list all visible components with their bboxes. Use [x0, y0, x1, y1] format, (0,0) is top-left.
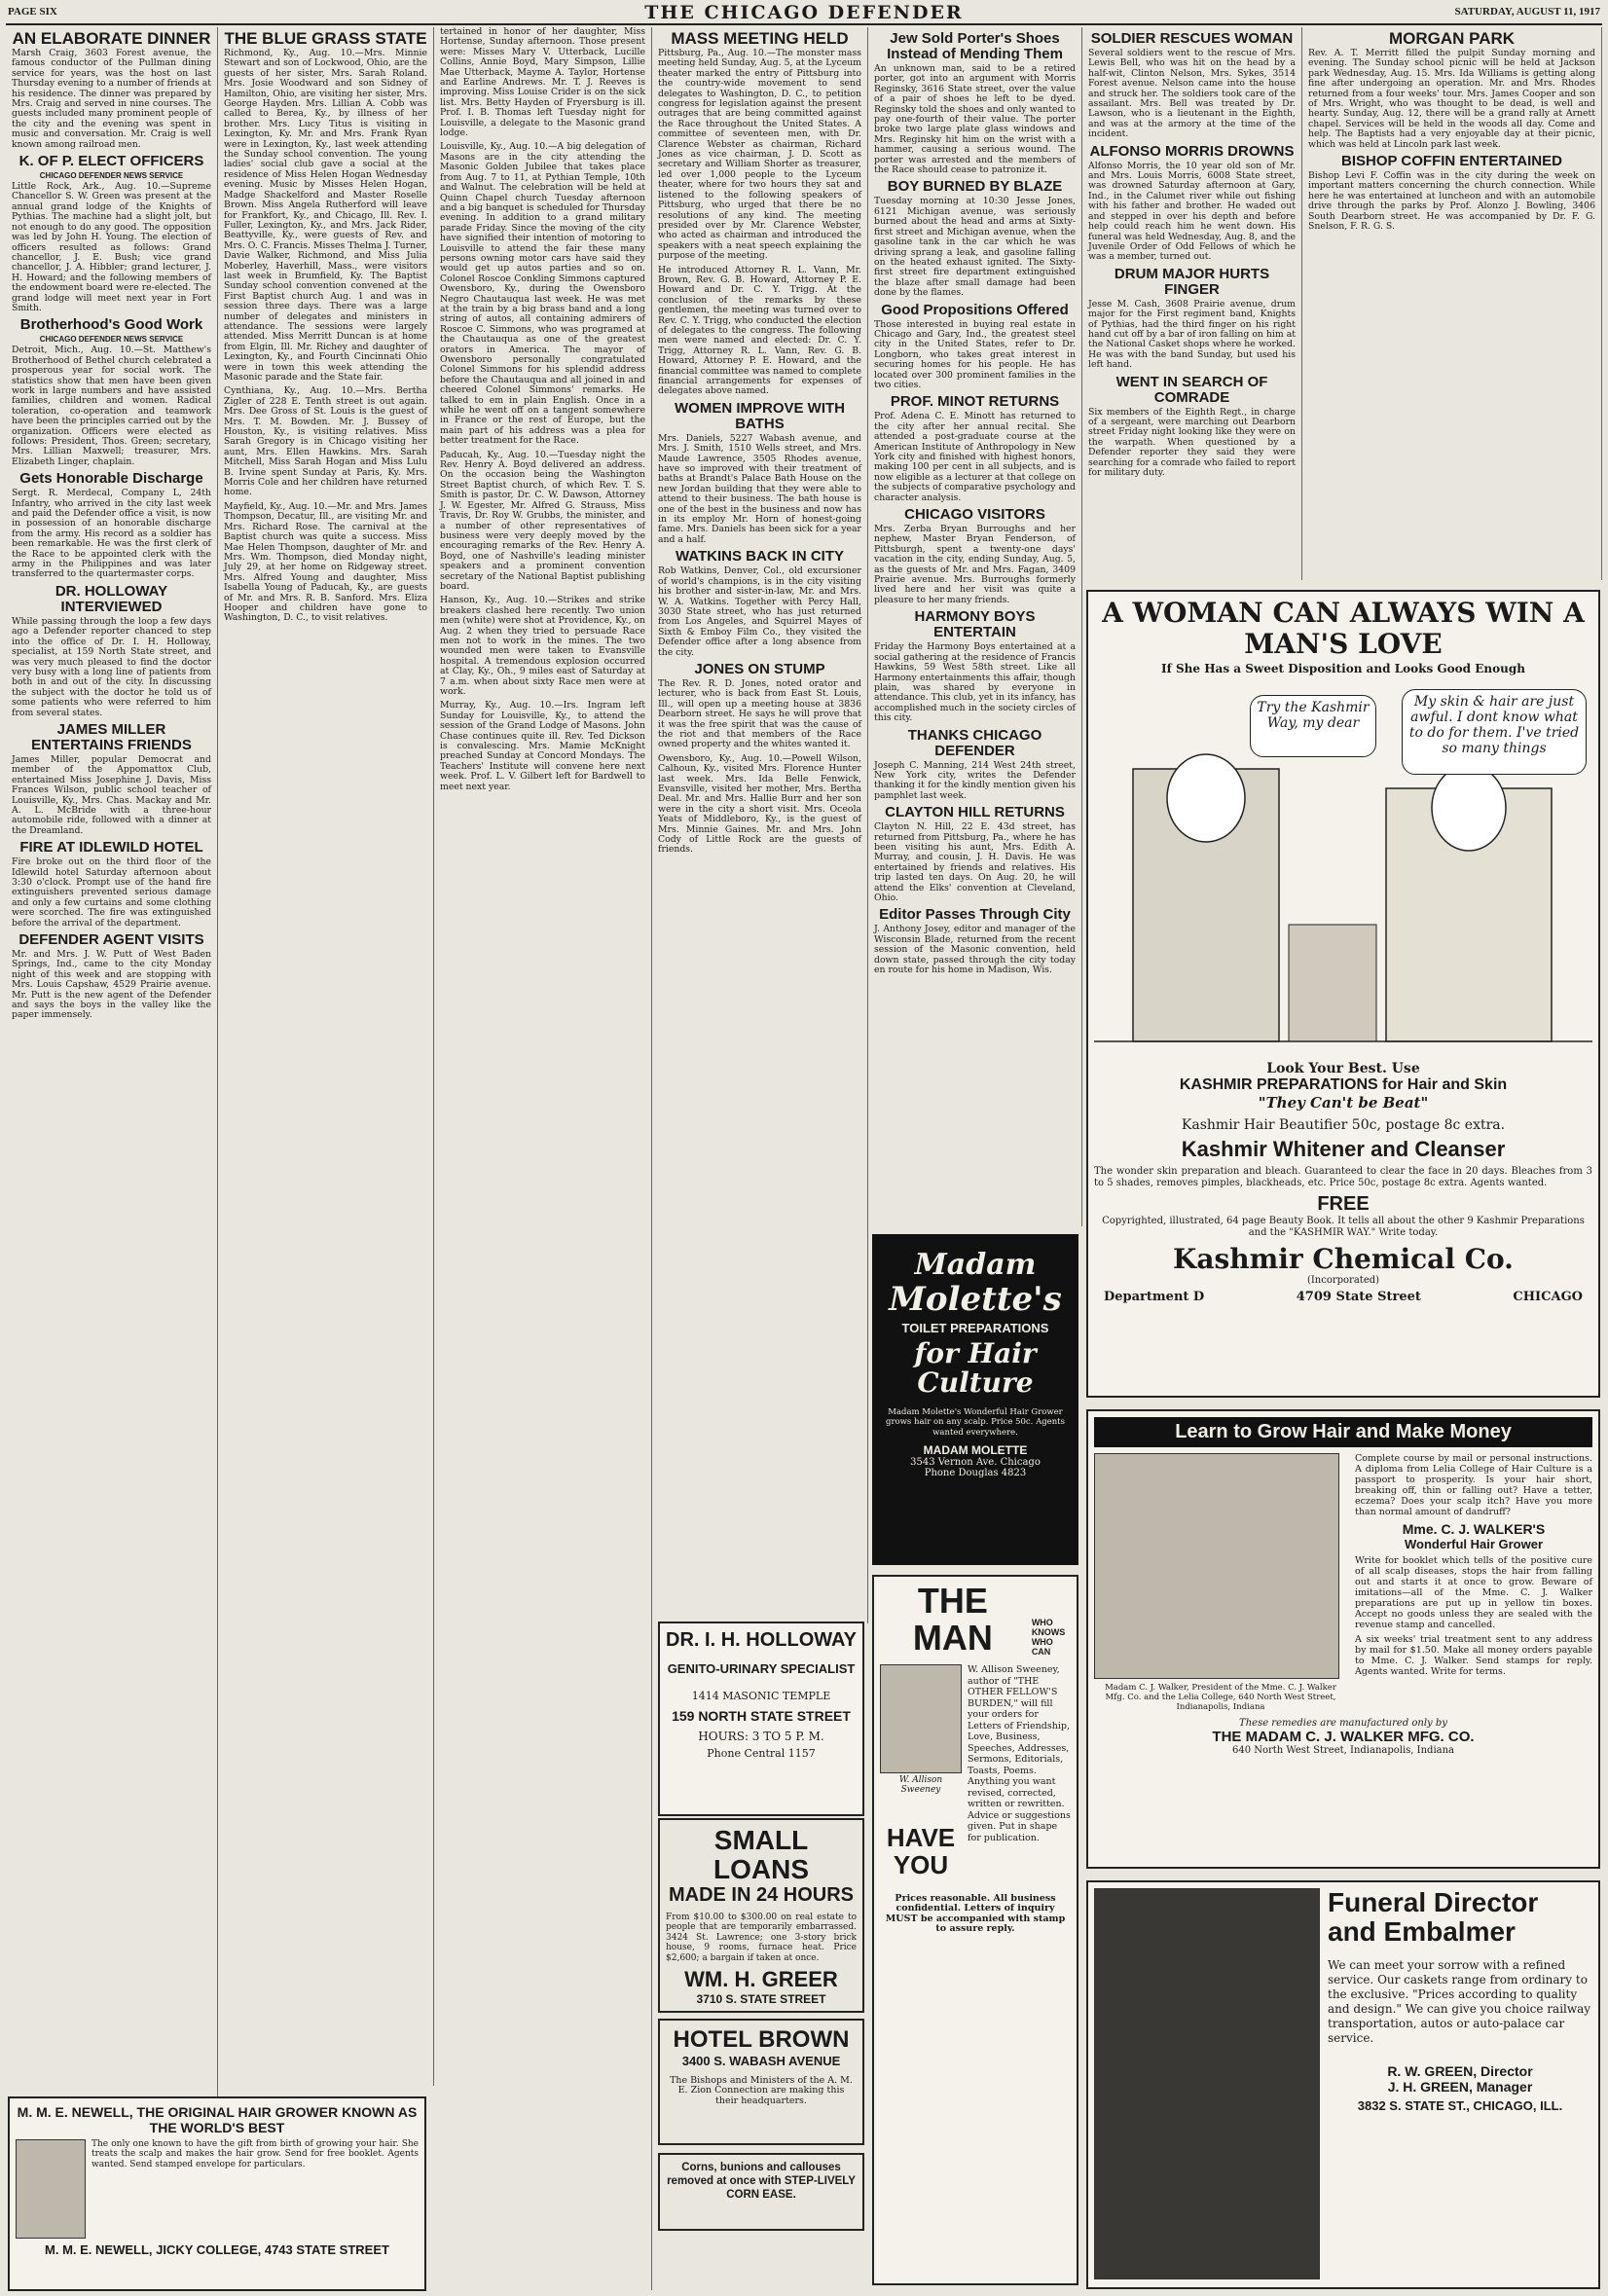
funeral-manager: J. H. GREEN, Manager	[1387, 2079, 1533, 2095]
headline-idlewild-fire: FIRE AT IDLEWILD HOTEL	[19, 839, 203, 856]
kashmir-subhead: If She Has a Sweet Disposition and Looks Good Enough	[1161, 662, 1525, 675]
molette-line1: Madam	[914, 1248, 1037, 1282]
article-thanks-defender: Joseph C. Manning, 214 West 24th street, New York city, writes the Defender thanking it for the kindly mention given his pamphlet last week.	[874, 759, 1076, 801]
headline-mass-meeting: MASS MEETING HELD	[671, 29, 849, 48]
sweeney-caption: W. Allison Sweeney	[898, 1775, 943, 1795]
article-continued: tertained in honor of her daughter, Miss Hortense, Sunday afternoon. Those present were: Misses Mary V. Utterback, Lucille Collins, Annie Boyd, Mary Simpson, Lillie Mae Utterback, Mayme A. Taylor, Hortense and Earline Andrews. Mr. T. J. Reeves is improving. Miss Louise Crider is on the sick list. Mrs. Betty Hayden of Fryersburg is ill. Prof. I. B. Thomas left Tuesday night for Louisville, a delegate to the Masonic grand lodge.	[440, 27, 645, 139]
article-discharge: Sergt. R. Merdecal, Company L, 24th Infantry, who arrived in the city last week and paid the Defender office a visit, is now in possession of an honorable discharge from the army. His record as a soldier has been remarkable. He was the first clerk of the Race to be appointed clerk with the army in the Philippines and was later transferred to the quartermaster corps.	[12, 488, 211, 580]
newell-portrait	[16, 2139, 86, 2239]
kashmir-preparations: KASHMIR PREPARATIONS for Hair and Skin	[1179, 1076, 1508, 1093]
article-miller: James Miller, popular Democrat and member of the Appomattox Club, entertained Miss Josephine J. Davis, Miss Frances Wilson, public school teacher of Louisville, Ky., Mrs. Chas. Mackay and Mr. A. L. McBride with a three-hour automobile ride, followed with a dinner at the Dreamland.	[12, 753, 211, 836]
article-paducah: Paducah, Ky., Aug. 10.—Tuesday night the Rev. Henry A. Boyd delivered an address. On the occasion being the Washington Street Baptist church, of which Rev. T. S. Smith is pastor, Dr. C. W. Dawson, Attorney J. W. Egester, Mr. Alfred G. Strauss, Miss Travis, Dr. Roy W. Grubbs, the minister, and a number of other representatives of business were very deeply moved by the encouraging remarks of the Rev. Henry A. Boyd, one of Nashville's leading minister speakers and a prominent convention secretary of the National Baptist publishing board.	[440, 449, 645, 592]
sweeney-portrait	[880, 1664, 962, 1773]
funeral-director: R. W. GREEN, Director	[1387, 2063, 1533, 2079]
walker-body: Write for booklet which tells of the positive cure of all scalp diseases, stops the hair from falling out and starts it at once to grow. Beware of imitations—all of the Mme. C. J. Walker preparations are put up in yellow tin boxes. Accept no goods unless they are sealed with the revenue stamp and cancelled.	[1355, 1555, 1592, 1630]
loans-address: 3710 S. STATE STREET	[696, 1992, 826, 2007]
headline-alfonso-morris: ALFONSO MORRIS DROWNS	[1089, 142, 1295, 160]
article-brotherhood: Detroit, Mich., Aug. 10.—St. Matthew's Brotherhood of Bethel church celebrated a prosperous year for social work. The statistics show that men have been given work in large numbers and have assisted families, children and women. Radical toleration, co-operation and teamwork have been the principles carried out by the organization. Officers were elected as follows: President, Thos. Green; secretary, Mrs. Lillian Maxwell; treasurer, Mrs. Elizabeth Linger, chaplain.	[12, 345, 211, 467]
headline-drum-major: DRUM MAJOR HURTS FINGER	[1114, 265, 1270, 298]
article-watkins: Rob Watkins, Denver, Col., old excursioner of world's champions, is in the city visiting his brother and sister-in-law, Mr. and Mrs. W. A. Watkins. Together with Percy Hall, 3030 State street, who has just returned from Los Angeles, and Squirrel Mayes of Sixth & Emboy Film Co., they visited the Defender office after a long absence from the city.	[658, 565, 861, 658]
masthead	[6, 2, 1602, 25]
headline-holloway-interview: DR. HOLLOWAY INTERVIEWED	[55, 582, 168, 615]
newell-body: The only one known to have the gift from birth of growing your hair. She treats the scalp and makes the hair grow. Send for free booklet. Agents wanted. Send stamped envelope for particulars.	[91, 2139, 419, 2169]
walker-headline: Learn to Grow Hair and Make Money	[1094, 1417, 1592, 1447]
headline-elaborate-dinner: AN ELABORATE DINNER	[12, 29, 211, 48]
man-have-you: HAVE YOU	[886, 1823, 956, 1879]
article-drum-major: Jesse M. Cash, 3608 Prairie avenue, drum major for the First regiment band, Knights of Pythias, had the third finger on his right hand cut off by a bar of iron falling on him at the National Casket shops where he worked. He was with the band Sunday, but used his left hand.	[1088, 298, 1296, 371]
headline-thanks-defender: THANKS CHICAGO DEFENDER	[907, 726, 1042, 759]
man-sub: WHO KNOWS WHO CAN	[1031, 1618, 1066, 1657]
molette-line4: for Hair Culture	[914, 1337, 1037, 1399]
walker-caption: Madam C. J. Walker, President of the Mme. C. J. Walker Mfg. Co. and the Lelia College, 640 North West Street, Indianapolis, Indiana	[1105, 1683, 1336, 1712]
walker-product: Wonderful Hair Grower	[1404, 1537, 1544, 1551]
byline-brotherhood: CHICAGO DEFENDER NEWS SERVICE	[39, 335, 184, 345]
headline-miller: JAMES MILLER ENTERTAINS FRIENDS	[31, 720, 192, 753]
holloway-hours: HOURS: 3 TO 5 P. M.	[698, 1730, 824, 1743]
column-3	[434, 27, 652, 2290]
funeral-coach-image	[1094, 1888, 1320, 2279]
loans-line2: MADE IN 24 HOURS	[668, 1884, 855, 1906]
headline-discharge: Gets Honorable Discharge	[19, 470, 203, 488]
walker-company: THE MADAM C. J. WALKER MFG. CO.	[1212, 1729, 1475, 1745]
headline-prof-minot: PROF. MINOT RETURNS	[890, 393, 1060, 411]
walker-ad	[1086, 1409, 1600, 1869]
headline-jones: JONES ON STUMP	[694, 660, 825, 677]
newell-footer: M. M. E. NEWELL, JICKY COLLEGE, 4743 STATE STREET	[45, 2242, 389, 2257]
loans-body: From $10.00 to $300.00 on real estate to people that are temporarily embarrassed. 3424 St. Lawrence; one 3-story brick house, 9 rooms, furnace heat. Price $2,600; a bargain if taken at once.	[666, 1913, 857, 1963]
article-morgan-park: Rev. A. T. Merritt filled the pulpit Sunday morning and evening. The Sunday school picnic will be held at Jackson park Wednesday, Aug. 15. Mrs. Ida Williams is getting along fine after undergoing an operation. Mr. and Mrs. Rhodes returned from a four weeks' tour. Mrs. James Cooper and son of Mrs. Wright, who was thought to be dead, is well and hearty. Sunday, Aug. 12, there will be a grand rally at Arnett chapel. Services will be held in the woods all day. Come and help. The Baptists had a very enjoyable day at their picnic, which was held at Lincoln park last week.	[1308, 48, 1595, 150]
walker-address: 640 North West Street, Indianapolis, Indiana	[1231, 1745, 1455, 1756]
molette-line3: TOILET PREPARATIONS	[901, 1321, 1049, 1335]
headline-porters-shoes: Jew Sold Porter's Shoes Instead of Mending Them	[887, 30, 1063, 62]
holloway-ad	[658, 1622, 864, 1816]
headline-baths: WOMEN IMPROVE WITH BATHS	[675, 399, 845, 432]
article-alfonso-morris: Alfonso Morris, the 10 year old son of Mr. and Mrs. Louis Morris, 6008 State street, was drowned Saturday afternoon at Gary, Ind., in the Calumet river while out fishing with his father and brother. He waded out and stepped in over his depth and before help could reach him he went down. His funeral was held Wednesday, Aug. 8, and the Juvenile Order of Odd Fellows of which he was a member, turned out.	[1088, 160, 1296, 263]
molette-ad	[872, 1234, 1078, 1565]
article-prof-minot: Prof. Adena C. E. Minott has returned to the city after her annual recital. She attended a post-graduate course at the American Institute of Anthropology in New York city and finished with highest honors, making 100 per cent in all subjects, and is now eligible as a lecturer at that college on the subjects of comparative psychology and character analysis.	[874, 411, 1076, 503]
corn-ease-text: Corns, bunions and callouses removed at once with STEP-LIVELY CORN EASE.	[667, 2162, 856, 2201]
kashmir-look: Look Your Best. Use	[1266, 1061, 1420, 1076]
newspaper-title: THE CHICAGO DEFENDER	[644, 2, 964, 23]
funeral-line2: and Embalmer	[1328, 1916, 1516, 1947]
man-body: W. Allison Sweeney, author of "THE OTHER FELLOW'S BURDEN," will fill your orders for Letters of Friendship, Love, Business, Speeches, Addresses, Sermons, Editorials, Toasts, Poems. Anything you want revised, corrected, written or rewritten. Advice or suggestions given. Put in shape for publication.	[968, 1664, 1071, 1843]
column-6	[1082, 27, 1302, 580]
article-soldier-rescues: Several soldiers went to the rescue of Mrs. Lewis Bell, who was hit on the head by a half-wit, Clinton Nelson, Mrs. Sykes, 3514 Forest avenue. Nelson came into the house and struck her. The soldiers took care of the assailant. Mrs. Bell was treated by Dr. Lawson, who is a lieutenant in the Eighth, and was at the armory at the time of the incident.	[1088, 48, 1296, 140]
column-7	[1302, 27, 1602, 580]
hotel-brown-ad	[658, 2019, 864, 2145]
kashmir-free-body: Copyrighted, illustrated, 64 page Beauty Book. It tells all about the other 9 Kashmir Preparations and the "KASHMIR WAY." Write today.	[1102, 1216, 1585, 1238]
headline-morgan-park: MORGAN PARK	[1388, 29, 1516, 48]
loans-line1: SMALL LOANS	[713, 1825, 809, 1884]
article-baths: Mrs. Daniels, 5227 Wabash avenue, and Mrs. J. Smith, 1510 Wells street, and Mrs. Maude Lawrence, 3505 Rhodes avenue, have so improved with their treatment of baths at Brandt's Palace Bath House on the new Jordan building that they were able to attend to their business. The bath house is one of the best in the business and now has in its employ Mr. Horn of honest-going fame. Mrs. Daniels has been sick for a year and a half.	[658, 432, 861, 545]
kashmir-illustration	[1094, 681, 1592, 1051]
loans-name: WM. H. GREER	[684, 1967, 838, 1992]
walker-portrait	[1094, 1453, 1339, 1679]
kashmir-whitener: Kashmir Whitener and Cleanser	[1181, 1137, 1506, 1161]
article-agent-visits: Mr. and Mrs. J. W. Putt of West Baden Springs, Ind., came to the city Monday night of this week and are stopping with Mrs. Louis Capshaw, 4529 Prairie avenue. Mr. Putt is the new agent of the Defender and says the boys in the valley like the paper immensely.	[12, 949, 211, 1021]
headline-search-comrade: WENT IN SEARCH OF COMRADE	[1115, 373, 1268, 406]
headline-agent-visits: DEFENDER AGENT VISITS	[18, 931, 204, 949]
article-search-comrade: Six members of the Eighth Regt., in charge of a sergeant, were marching out Dearborn street Friday night looking like they were on the warpath. When questioned by a Defender reporter they said they were searching for a comrade who failed to report for military duty.	[1088, 406, 1296, 478]
newell-title: M. M. E. NEWELL, THE ORIGINAL HAIR GROWER KNOWN AS THE WORLD'S BEST	[17, 2104, 418, 2135]
article-mass-meeting-2: He introduced Attorney R. L. Vann, Mr. Brown, Rev. G. B. Howard, Attorney P. E. Howard and Dr. C. Y. Trigg. At the conclusion of the remarks by these gentlemen, the meeting was turned over to Rev. C. Y. Trigg, who conducted the election of delegates to the congress. The following men were named and elected: Dr. C. Y. Trigg, Attorney R. L. Vann, Rev. G. B. Howard, Attorney P. E. Howard, and the financial committee was named to complete financial arrangements for expenses of delegates above named.	[658, 264, 861, 397]
kashmir-city: CHICAGO	[1513, 1290, 1583, 1304]
article-holloway-interview: While passing through the loop a few days ago a Defender reporter chanced to step into the office of Dr. I. H. Holloway, specialist, at 159 North State street, and was very much pleased to find the doctor very busy with a long line of patients from both in and out of the city. In discussing the subject with the doctor he told us of some patients who were referred to him from several states.	[12, 615, 211, 718]
kashmir-headline: A WOMAN CAN ALWAYS WIN A MAN'S LOVE	[1102, 597, 1585, 660]
article-louisville: Louisville, Ky., Aug. 10.—A big delegation of Masons are in the city attending the Masonic Golden Jubilee that takes place from Aug. 7 to 11, at Pythian Temple, 10th and Walnut. The celebration will be held at Quinn Chapel church Tuesday afternoon and a big banquet is scheduled for Thursday evening. In addition to a grand military parade Friday. Since the moving of the city have signified their intention of motoring to Louisville to attend the fair these many persons owning motor cars have said they would get up autos parties and so on. Colonel Roscoe Conkling Simmons captured Owensboro, Ky., during the Owensboro Negro Chautauqua last week. He was met at the train by a big brass band and a long string of autos, all containing admirers of Roscoe C. Simmons, who was programed at the Chautauqua as one of the greatest orators in America. The mayor of Owensboro personally congratulated Colonel Simmons for his splendid address before the Chautauqua and all joined in and cheered Colonel Simmons' remarks. He talked to em in plain English. Once in a while he went off on a tangent somewhere in France or the rest of Europe, but the main part of his address was a plea for better treatment for the Race.	[440, 141, 645, 447]
headline-editor-passes: Editor Passes Through City	[879, 906, 1071, 924]
hotel-name: HOTEL BROWN	[673, 2026, 850, 2053]
article-chicago-visitors: Mrs. Zerba Bryan Burroughs and her nephew, Master Bryan Fenderson, of Pittsburgh, spent a twenty-one days' vacation in the city, ending Sunday, Aug. 5, as the guests of Mr. and Mrs. Fagan, 3409 Prairie avenue. Mrs. Burroughs formerly lived here and her visit was quite a pleasure to her many friends.	[874, 524, 1076, 605]
funeral-ad	[1086, 1880, 1600, 2289]
article-bishop-coffin: Bishop Levi F. Coffin was in the city during the week on important matters concerning the church connection. While here he was entertained at luncheon and with an automobile drive through the parks by Prof. Alonzo J. Bowling, 3406 South Dearborn street. He was accompanied by Dr. F. G. Snelson, F. R. G. S.	[1308, 170, 1595, 233]
page-number: PAGE SIX	[8, 6, 57, 18]
kashmir-bubble-1: Try the Kashmir Way, my dear	[1250, 695, 1376, 757]
holloway-phone: Phone Central 1157	[707, 1747, 816, 1760]
article-jones: The Rev. R. D. Jones, noted orator and lecturer, who is back from East St. Louis, Ill., will open up a meeting house at 3836 Dearborn street. He says he will prove that it was the free spirit that was the cause of the riot and that members of the Race owned property and the whites wanted it.	[658, 677, 861, 750]
funeral-line1: Funeral Director	[1328, 1887, 1539, 1917]
headline-bishop-coffin: BISHOP COFFIN ENTERTAINED	[1341, 153, 1562, 170]
kashmir-department: Department D	[1104, 1290, 1205, 1304]
headline-harmony-boys: HARMONY BOYS ENTERTAIN	[914, 608, 1036, 641]
molette-name: MADAM MOLETTE	[923, 1443, 1028, 1458]
column-2	[218, 27, 434, 2086]
the-man-ad	[872, 1575, 1078, 2285]
corn-ease-ad	[658, 2153, 864, 2231]
headline-kp-officers: K. OF P. ELECT OFFICERS	[18, 153, 204, 170]
walker-manufactured: These remedies are manufactured only by	[1239, 1718, 1447, 1729]
article-cynthiana: Cynthiana, Ky., Aug. 10.—Mrs. Bertha Zigler of 228 E. Tenth street is out again. Mrs. Dee Gross of St. Louis is the guest of Mrs. T. M. Bowden. Mr. J. Bussey of Houston, Ky., is visiting relatives. Miss Sarah Gregory is in Chicago visiting her aunt, Mrs. Ellen Hawkins. Mrs. Sarah Mitchell, Miss Sarah Hogan and Miss Lulu B. Irvine spent Sunday at Paris, Ky. Mrs. Morris Cole and her children have returned home.	[224, 385, 427, 498]
holloway-specialty: GENITO-URINARY SPECIALIST	[667, 1661, 856, 1676]
kashmir-address-row	[1094, 1290, 1592, 1304]
newell-ad	[8, 2096, 426, 2291]
loans-ad	[658, 1818, 864, 2013]
headline-brotherhood: Brotherhood's Good Work	[19, 316, 203, 334]
holloway-name: DR. I. H. HOLLOWAY	[666, 1629, 857, 1651]
article-hanson: Hanson, Ky., Aug. 10.—Strikes and strike breakers clashed here recently. Two union men (white) were shot at Providence, Ky., on Aug. 2 when they tried to persuade Race men not to work in the mines. The two wounded men were taken to Evansville hospital. A tremendous explosion occurred at Clay, Ky., Oh., 9 miles east of Saturday at 7 a.m. when about sixty Race men were at work.	[440, 595, 645, 697]
column-4	[652, 27, 868, 1623]
hotel-body: The Bishops and Ministers of the A. M. E. Zion Connection are making this their headquarters.	[670, 2075, 853, 2106]
headline-soldier-rescues: SOLDIER RESCUES WOMAN	[1090, 30, 1294, 47]
article-editor-passes: J. Anthony Josey, editor and manager of the Wisconsin Blade, returned from the recent session of the Masonic convention, held down state, passed through the city today en route for his home in Madison, Wis.	[874, 924, 1076, 976]
headline-blue-grass: THE BLUE GRASS STATE	[224, 29, 427, 48]
headline-watkins: WATKINS BACK IN CITY	[675, 548, 845, 565]
article-harmony-boys: Friday the Harmony Boys entertained at a social gathering at the residence of Francis Hawkins, 59 West 58th street. Like all Harmony entertainments this affair, though plain, was shared by everyone in attendance. This club, yet in its infancy, has accomplished much in the society circles of this city.	[874, 641, 1076, 724]
headline-chicago-visitors: CHICAGO VISITORS	[904, 506, 1045, 524]
article-owensboro: Owensboro, Ky., Aug. 10.—Powell Wilson, Calhoun, Ky., visited Mrs. Florence Hunter last week. Mrs. Ida Belle Fenwick, Evansville, visited her mother, Mrs. Bertha Deal. Mr. and Mrs. Hallie Burr and her son were in the city a short visit. Mrs. Oceola Yeats of Middleboro, Ky., is the guest of Mrs. Minnie Gaines. Mr. and Mrs. John Cody of Little Rock are the guests of friends.	[658, 752, 861, 856]
molette-line2: Molette's	[889, 1280, 1062, 1319]
holloway-temple: 1414 MASONIC TEMPLE	[691, 1690, 831, 1702]
molette-body: Madam Molette's Wonderful Hair Grower grows hair on any scalp. Price 50c. Agents wanted everywhere.	[886, 1407, 1065, 1438]
column-1	[6, 27, 218, 2290]
article-richmond: Richmond, Ky., Aug. 10.—Mrs. Minnie Stewart and son of Lockwood, Ohio, are the guests of her sister, Mrs. Sarah Roland. Mrs. Josie Woodward and son Sidney of Hamilton, Ohio, are visiting her sister, Mrs. George Hayden. Mrs. Lillian A. Cobb was called to Berea, Ky., by illness of her brother. Mrs. Lucy Titus is visiting in Lexington, Ky. Mr. and Mrs. Frank Ryan were in Lexington, Ky., last week attending the Sunday school convention. The young ladies' social club gave a social at the residence of Miss Helen Hogan Wednesday evening. Music by Misses Helen Hogan, Madge Shackelford and Master Roselle Brown. Miss Angela Rutherford will leave for Frankfort, Ky., and Chicago, Ill. Rev. I. Fuller, Lexington, Ky., and Mrs. Jack Rider, Beattyville, Ky., were guests of Rev. and Mrs. O. C. Francis. Misses Thelma J. Turner, Davie Walker, Richmond, and Miss Julia Moberley, Haverhill, Mass., were visitors last week in Brumfield, Ky. The Baptist Sunday school convention convened at the First Baptist church Aug. 1 and was in session three days. There was a large number of delegates and ministers in attendance. The sessions were largely attended. Miss Merritt Duncan is at home from Elgin, Ill. Mr. Richey and daughter of Lexington, Ky., and Fourth Cincinnati Ohio were in town this week attending the Masonic parade and the State fair.	[224, 48, 427, 383]
walker-name: Mme. C. J. WALKER'S	[1402, 1521, 1546, 1537]
headline-propositions: Good Propositions Offered	[881, 301, 1069, 318]
article-idlewild-fire: Fire broke out on the third floor of the Idlewild hotel Saturday afternoon about 3:30 o'clock. Prompt use of the hand fire extinguishers prevented serious damage and only a few curtains and some clothing were scorched. The fire was extinguished before the arrival of the department.	[12, 856, 211, 929]
headline-boy-burned: BOY BURNED BY BLAZE	[887, 178, 1063, 196]
article-clayton-hill: Clayton N. Hill, 22 E. 43d street, has returned from Pittsburg, Pa., where he has been visiting his aunt, Mrs. Edith A. Murray, and cousin, J. H. Davis. He was entertained by friends and relatives. His trip lasted ten days. On Aug. 20, he will attend the Elks' convention at Cleveland, Ohio.	[874, 821, 1076, 903]
issue-date: SATURDAY, AUGUST 11, 1917	[1454, 6, 1600, 18]
hotel-address: 3400 S. WABASH AVENUE	[681, 2054, 841, 2068]
byline-kp-officers: CHICAGO DEFENDER NEWS SERVICE	[39, 171, 184, 181]
kashmir-best: "They Can't be Beat"	[1258, 1094, 1429, 1112]
kashmir-company: Kashmir Chemical Co.	[1173, 1243, 1514, 1275]
article-propositions: Those interested in buying real estate in Chicago and Gary, Ind., the greatest steel city in the United States, refer to Dr. Longborn, who takes great interest in securing homes for his people. He has located over 300 prominent families in the two cities.	[874, 318, 1076, 390]
column-5	[868, 27, 1082, 1226]
article-mass-meeting: Pittsburg, Pa., Aug. 10.—The monster mass meeting held Sunday, Aug. 5, at the Lyceum theater marked the entry of Pittsburg into the country-wide movement to send delegates to Washington, D. C., to petition congress for legislation against the present outrages that are being committed against the Race throughout the United States. A committee of seventeen men, with Dr. Clarence Webster as chairman, Richard Jones as vice chairman, J. D. Scott as secretary and William Shorter as treasurer, led over 1,000 people to the Lyceum theater, where for two hours they sat and listened to the following speakers of Pittsburg, who urged that there be no resolutions of any kind. The meeting presided over by Mr. Clarence Webster, who acted as chairman and introduced the speakers with a neat speech explaining the purpose of the meeting.	[658, 48, 861, 262]
kashmir-whitener-body: The wonder skin preparation and bleach. Guaranteed to clear the face in 20 days. Bleaches from 3 to 5 shades, removes pimples, blackheads, etc. Price 50c, postage 8c extra. Agents wanted.	[1094, 1166, 1592, 1188]
molette-address: 3543 Vernon Ave. Chicago	[910, 1457, 1041, 1469]
article-murray: Murray, Ky., Aug. 10.—Irs. Ingram left Sunday for Louisville, Ky., to attend the session of the Grand Lodge of Masons. John Chase continues quite ill. Rev. Ted Dickson is convalescing. Mrs. Mamie McKnight preached Sunday at Concord Mondays. The Teachers' Institute will convene here next week. Prof. L. V. Gilbert left for Bardwell to meet next year.	[440, 700, 645, 792]
kashmir-bubble-2: My skin & hair are just awful. I dont know what to do for them. I've tried so many things	[1402, 689, 1587, 775]
article-elaborate-dinner: Marsh Craig, 3603 Forest avenue, the famous conductor of the Pullman dining service for years, was the host on last Thursday evening to a number of friends at his residence. The dinner was prepared by Mrs. Craig and served in nine courses. The guests included many prominent people of the city and the evening was spent in music and conversation. Mr. Craig is well known among railroad men.	[12, 48, 211, 150]
funeral-body: We can meet your sorrow with a refined service. Our caskets range from ordinary to the exclusive. "Prices according to quality and design." We can give you choice railway transportation, autos or auto-palace car service.	[1328, 1958, 1591, 2045]
holloway-address: 159 NORTH STATE STREET	[672, 1708, 851, 1724]
article-boy-burned: Tuesday morning at 10:30 Jesse Jones, 6121 Michigan avenue, was seriously burned about the head and arms at Sixty-first street and Michigan avenue, when the gasoline tank in the car which he was driving sprang a leak, and gasoline falling on the heated exhaust ignited. The Sixty-first street fire department extinguished the blaze after small damage had been done by the flames.	[874, 196, 1076, 299]
man-footer: Prices reasonable. All business confidential. Letters of inquiry MUST be accompanied with stamp to assure reply.	[885, 1893, 1066, 1935]
kashmir-free: FREE	[1317, 1193, 1370, 1215]
article-kp-officers: Little Rock, Ark., Aug. 10.—Supreme Chancellor S. W. Green was present at the annual grand lodge of the Knights of Pythias. The machine had a slight jolt, but not enough to do any good. The opposition was led by John H. Young. The election of officers resulted as follows: Grand chancellor, J. E. Bush; vice grand chancellor, J. A. Hibbler; grand lecturer, J. H. Howard; and the following members of the endowment board were re-elected. The grand lodge will meet next year in Fort Smith.	[12, 181, 211, 313]
kashmir-ad	[1086, 590, 1600, 1398]
headline-clayton-hill: CLAYTON HILL RETURNS	[885, 804, 1065, 821]
man-title: THE MAN	[912, 1581, 993, 1658]
article-mayfield: Mayfield, Ky., Aug. 10.—Mr. and Mrs. James Thompson, Decatur, Ill., are visiting Mr. and Mrs. Richard Rose. The carnival at the Baptist church was quite a success. Miss Mae Helen Thompson, daughter of Mr. and Mrs. Wm. Thompson, died Monday night, July 29, at her home on Ridgeway street. Mrs. Alfred Young and daughter, Miss Isabella Young of Paducah, Ky., are guests of Mr. and Mrs. R. B. Sanford. Mrs. Eliza Hooper and children have gone to Washington, D. C., to visit relatives.	[224, 500, 427, 624]
molette-phone: Phone Douglas 4823	[924, 1468, 1027, 1479]
funeral-address: 3832 S. STATE ST., CHICAGO, ILL.	[1357, 2098, 1563, 2113]
kashmir-inc: (Incorporated)	[1306, 1275, 1380, 1286]
article-porters-shoes: An unknown man, said to be a retired porter, got into an argument with Morris Reginsky, 3616 State street, over the value of a pair of shoes he left to be dyed. Reginsky told the shoes and only wanted to pay one-fourth of their value. The porter broke two large plate glass windows and Mrs. Reginsky hit him on the wrist with a hammer, causing a serious wound. The porter was arrested and the members of the Race should cease to patronize it.	[874, 63, 1076, 176]
kashmir-beautifier: Kashmir Hair Beautifier 50c, postage 8c extra.	[1181, 1117, 1506, 1133]
walker-side: Complete course by mail or personal instructions. A diploma from Lelia College of Hair Culture is a passport to prosperity. Is your hair short, breaking off, thin or falling out? Have a tetter, eczema? Does your scalp itch? Have you more than normal amount of dandruff?	[1355, 1453, 1592, 1517]
kashmir-address: 4709 State Street	[1296, 1290, 1421, 1304]
walker-offer: A six weeks' trial treatment sent to any address by mail for $1.50. Make all money orders payable to Mme. C. J. Walker. Send stamps for reply. Agents wanted. Write for terms.	[1355, 1634, 1592, 1677]
